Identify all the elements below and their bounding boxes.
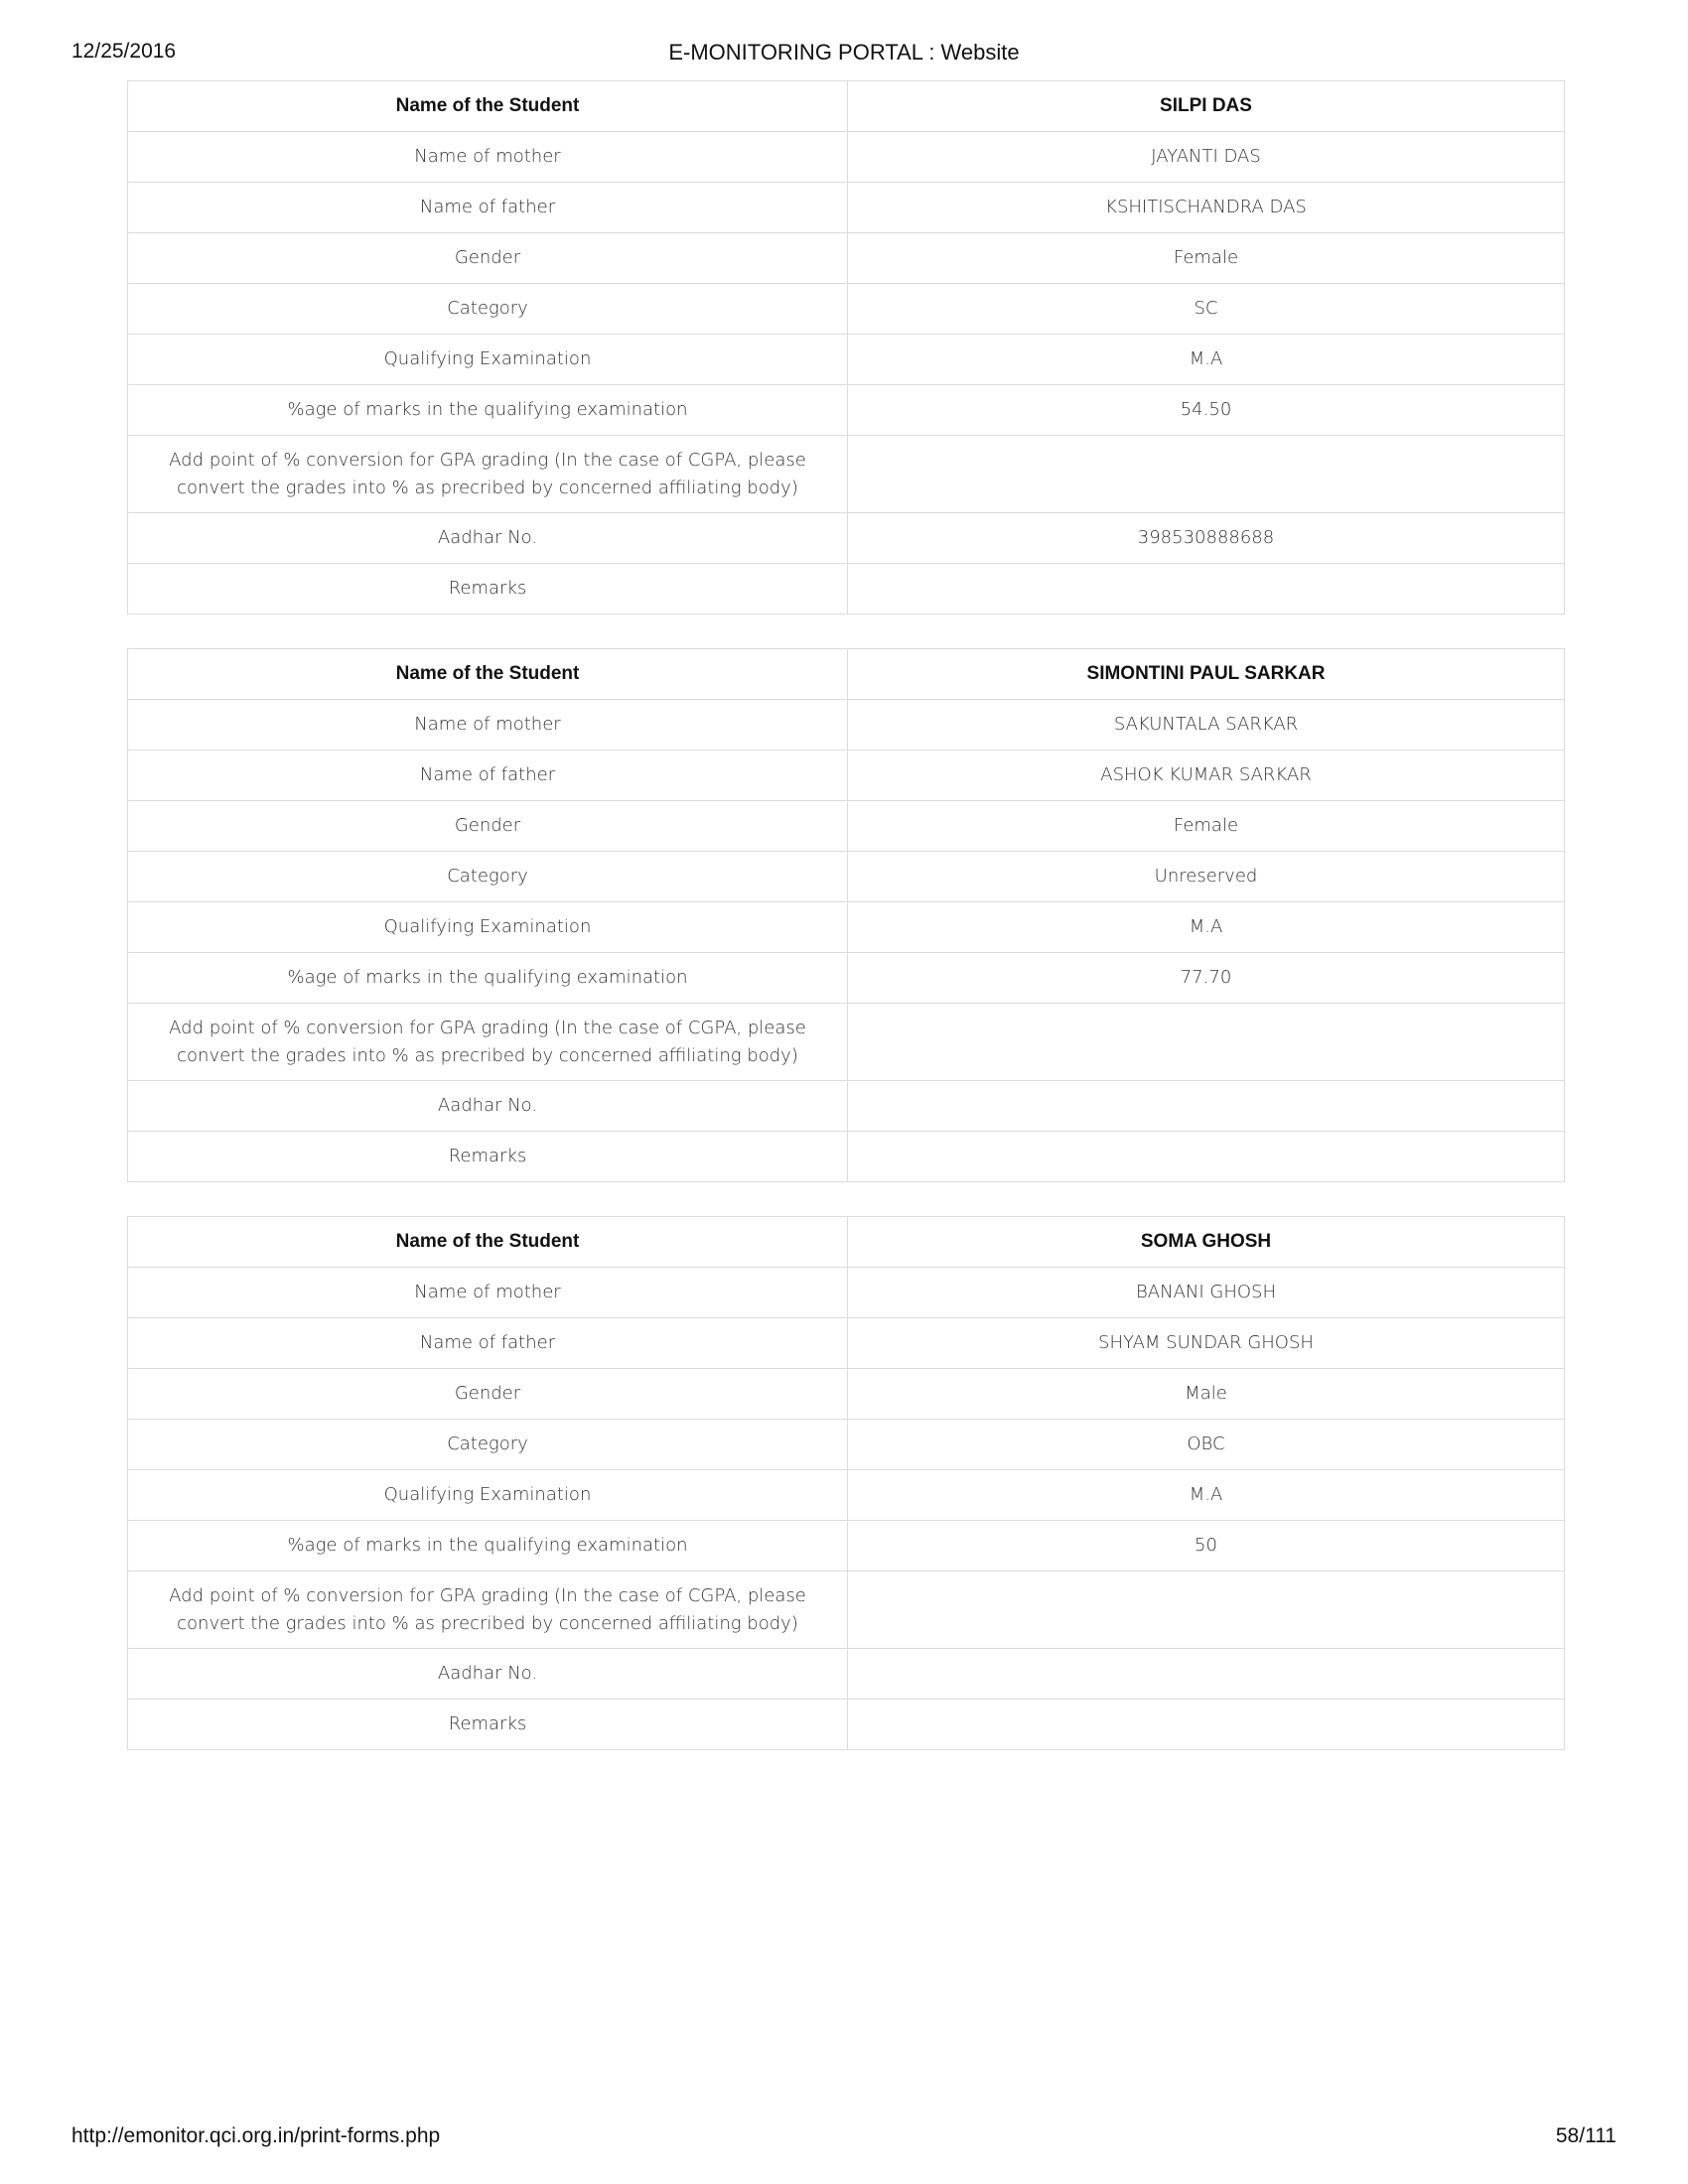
remarks-value: [848, 564, 1565, 614]
aadhar-label: Aadhar No.: [128, 1649, 848, 1700]
student-record-table: [127, 1216, 1565, 1750]
gender-label: Gender: [128, 1369, 848, 1420]
exam-label: Qualifying Examination: [128, 1470, 848, 1521]
table-row: [128, 700, 1565, 751]
student-name-value: SILPI DAS: [848, 81, 1565, 132]
father-value: ASHOK KUMAR SARKAR: [848, 751, 1565, 801]
father-label: Name of father: [128, 1318, 848, 1369]
table-row: [128, 513, 1565, 564]
table-row: [128, 1700, 1565, 1750]
category-value: SC: [848, 284, 1565, 335]
gender-value: Male: [848, 1369, 1565, 1420]
remarks-label: Remarks: [128, 1700, 848, 1750]
table-row: [128, 335, 1565, 385]
table-row: [128, 1217, 1565, 1268]
marks-label: %age of marks in the qualifying examination: [128, 953, 848, 1004]
student-name-value: SOMA GHOSH: [848, 1217, 1565, 1268]
table-row: [128, 852, 1565, 902]
student-name-value: SIMONTINI PAUL SARKAR: [848, 649, 1565, 700]
gender-value: Female: [848, 233, 1565, 284]
gpa-label: Add point of % conversion for GPA grading (In the case of CGPA, please convert the grades into % as precribed by concerned affiliating body): [128, 1004, 848, 1081]
gpa-label: Add point of % conversion for GPA grading (In the case of CGPA, please convert the grades into % as precribed by concerned affiliating body): [128, 436, 848, 513]
remarks-label: Remarks: [128, 564, 848, 614]
table-row: [128, 801, 1565, 852]
aadhar-value: [848, 1649, 1565, 1700]
page-title: E-MONITORING PORTAL : Website: [668, 40, 1020, 65]
table-row: [128, 953, 1565, 1004]
gender-label: Gender: [128, 801, 848, 852]
mother-value: JAYANTI DAS: [848, 132, 1565, 183]
remarks-value: [848, 1132, 1565, 1182]
marks-value: 50: [848, 1521, 1565, 1571]
gender-value: Female: [848, 801, 1565, 852]
father-value: SHYAM SUNDAR GHOSH: [848, 1318, 1565, 1369]
table-row: [128, 385, 1565, 436]
father-label: Name of father: [128, 183, 848, 233]
marks-label: %age of marks in the qualifying examination: [128, 385, 848, 436]
student-name-label: Name of the Student: [128, 81, 848, 132]
category-label: Category: [128, 284, 848, 335]
table-row: [128, 1318, 1565, 1369]
table-row: [128, 564, 1565, 614]
table-row: [128, 751, 1565, 801]
student-name-label: Name of the Student: [128, 649, 848, 700]
table-row: [128, 1132, 1565, 1182]
table-row: [128, 1649, 1565, 1700]
gender-label: Gender: [128, 233, 848, 284]
mother-value: SAKUNTALA SARKAR: [848, 700, 1565, 751]
exam-label: Qualifying Examination: [128, 902, 848, 953]
gpa-value: [848, 436, 1565, 513]
category-value: Unreserved: [848, 852, 1565, 902]
exam-value: M.A: [848, 902, 1565, 953]
student-record-table: [127, 80, 1565, 614]
student-name-label: Name of the Student: [128, 1217, 848, 1268]
table-row: [128, 233, 1565, 284]
mother-value: BANANI GHOSH: [848, 1268, 1565, 1318]
table-row: [128, 132, 1565, 183]
page-number: 58/111: [1555, 2124, 1617, 2147]
mother-label: Name of mother: [128, 1268, 848, 1318]
marks-value: 77.70: [848, 953, 1565, 1004]
table-row: [128, 1521, 1565, 1571]
mother-label: Name of mother: [128, 132, 848, 183]
gpa-label: Add point of % conversion for GPA grading (In the case of CGPA, please convert the grades into % as precribed by concerned affiliating body): [128, 1571, 848, 1649]
father-label: Name of father: [128, 751, 848, 801]
table-row: [128, 284, 1565, 335]
table-row: [128, 649, 1565, 700]
aadhar-label: Aadhar No.: [128, 513, 848, 564]
exam-value: M.A: [848, 335, 1565, 385]
exam-label: Qualifying Examination: [128, 335, 848, 385]
category-label: Category: [128, 1420, 848, 1470]
marks-label: %age of marks in the qualifying examination: [128, 1521, 848, 1571]
student-record-table: [127, 648, 1565, 1182]
remarks-label: Remarks: [128, 1132, 848, 1182]
table-row: [128, 81, 1565, 132]
table-row: [128, 1571, 1565, 1649]
print-date: 12/25/2016: [71, 40, 177, 63]
remarks-value: [848, 1700, 1565, 1750]
table-row: [128, 1420, 1565, 1470]
table-row: [128, 902, 1565, 953]
table-row: [128, 1268, 1565, 1318]
table-row: [128, 436, 1565, 513]
page-url: http://emonitor.qci.org.in/print-forms.php: [71, 2124, 441, 2147]
table-row: [128, 1004, 1565, 1081]
father-value: KSHITISCHANDRA DAS: [848, 183, 1565, 233]
exam-value: M.A: [848, 1470, 1565, 1521]
gpa-value: [848, 1571, 1565, 1649]
category-label: Category: [128, 852, 848, 902]
gpa-value: [848, 1004, 1565, 1081]
category-value: OBC: [848, 1420, 1565, 1470]
table-row: [128, 1470, 1565, 1521]
table-row: [128, 183, 1565, 233]
aadhar-value: [848, 1081, 1565, 1132]
aadhar-value: 398530888688: [848, 513, 1565, 564]
mother-label: Name of mother: [128, 700, 848, 751]
table-row: [128, 1081, 1565, 1132]
marks-value: 54.50: [848, 385, 1565, 436]
table-row: [128, 1369, 1565, 1420]
aadhar-label: Aadhar No.: [128, 1081, 848, 1132]
